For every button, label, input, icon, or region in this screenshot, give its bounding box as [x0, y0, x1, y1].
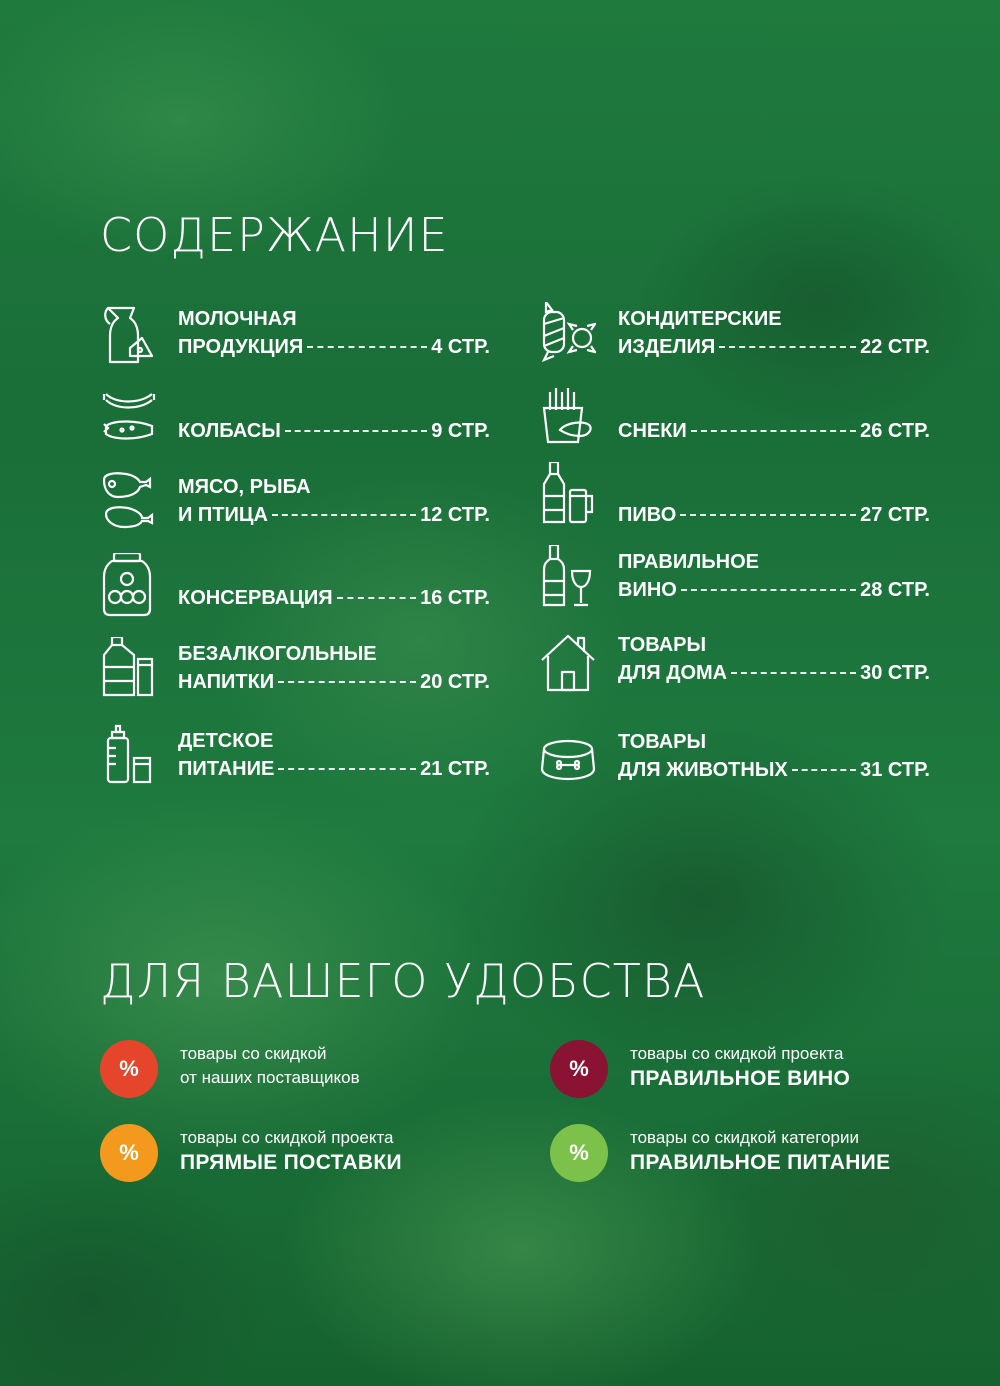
toc-item-home[interactable] [540, 628, 930, 708]
sausage-icon [100, 386, 156, 452]
toc-label: ИЗДЕЛИЯ [618, 336, 716, 358]
toc-item-wine[interactable] [540, 545, 930, 625]
page-number: 12 СТР. [420, 504, 490, 526]
page-number: 31 СТР. [860, 759, 930, 781]
meat-icon [100, 470, 156, 536]
toc-item-dairy[interactable] [100, 302, 490, 382]
contents-title: СОДЕРЖАНИЕ [100, 208, 449, 262]
dot-leader [278, 681, 416, 683]
toc-label-line1: КОНДИТЕРСКИЕ [618, 308, 782, 330]
legend-line2: ПРАВИЛЬНОЕ ПИТАНИЕ [630, 1151, 891, 1174]
candy-icon [540, 302, 596, 368]
toc-item-meat[interactable] [100, 470, 490, 550]
toc-label-line1: ТОВАРЫ [618, 634, 707, 656]
percent-badge: % [100, 1040, 158, 1098]
toc-label: КОЛБАСЫ [178, 420, 281, 442]
toc-label: ВИНО [618, 579, 677, 601]
page-number: 21 СТР. [420, 758, 490, 780]
dot-leader [792, 769, 856, 771]
toc-label-line1: ПРАВИЛЬНОЕ [618, 551, 759, 573]
percent-badge: % [550, 1124, 608, 1182]
legend-line1: товары со скидкой категории [630, 1128, 859, 1147]
legend-supplier-discount [100, 1040, 480, 1100]
baby-food-icon [100, 724, 156, 790]
toc-item-soft-drinks[interactable] [100, 637, 490, 717]
toc-label: ПИВО [618, 504, 677, 526]
toc-label-line1: МОЛОЧНАЯ [178, 308, 297, 330]
toc-label: ПИТАНИЕ [178, 758, 275, 780]
toc-label-line1: МЯСО, РЫБА [178, 476, 311, 498]
toc-label: И ПТИЦА [178, 504, 268, 526]
toc-item-pets[interactable] [540, 725, 930, 805]
page-number: 4 СТР. [431, 336, 490, 358]
page-number: 16 СТР. [420, 587, 490, 609]
page-number: 20 СТР. [420, 671, 490, 693]
dot-leader [285, 430, 427, 432]
legend-line2: от наших поставщиков [180, 1068, 360, 1087]
toc-label-line1: БЕЗАЛКОГОЛЬНЫЕ [178, 643, 377, 665]
legend-healthy-food-discount [550, 1124, 930, 1184]
jar-icon [100, 553, 156, 619]
toc-item-sausage[interactable] [100, 386, 490, 466]
snacks-icon [540, 386, 596, 452]
wine-icon [540, 545, 596, 611]
legend-line2: ПРЯМЫЕ ПОСТАВКИ [180, 1151, 402, 1174]
beer-icon [540, 462, 596, 528]
page-number: 28 СТР. [860, 579, 930, 601]
toc-item-baby-food[interactable] [100, 724, 490, 804]
dot-leader [272, 514, 416, 516]
dairy-icon [100, 302, 156, 368]
dot-leader [719, 346, 856, 348]
house-icon [540, 628, 596, 694]
toc-label: НАПИТКИ [178, 671, 275, 693]
convenience-title: ДЛЯ ВАШЕГО УДОБСТВА [100, 954, 706, 1008]
page-number: 22 СТР. [860, 336, 930, 358]
toc-label: КОНСЕРВАЦИЯ [178, 587, 333, 609]
toc-label: ДЛЯ ДОМА [618, 662, 728, 684]
percent-badge: % [550, 1040, 608, 1098]
toc-label: ПРОДУКЦИЯ [178, 336, 304, 358]
drinks-icon [100, 637, 156, 703]
dot-leader [680, 514, 856, 516]
legend-line1: товары со скидкой проекта [630, 1044, 844, 1063]
legend-wine-discount [550, 1040, 930, 1100]
legend-direct-supply-discount [100, 1124, 480, 1184]
toc-label-line1: ДЕТСКОЕ [178, 730, 274, 752]
dot-leader [337, 597, 417, 599]
toc-item-confectionery[interactable] [540, 302, 930, 382]
page-number: 26 СТР. [860, 420, 930, 442]
pet-bowl-icon [540, 725, 596, 791]
legend-line1: товары со скидкой проекта [180, 1128, 394, 1147]
percent-badge: % [100, 1124, 158, 1182]
legend-line1: товары со скидкой [180, 1044, 327, 1063]
toc-label: ДЛЯ ЖИВОТНЫХ [618, 759, 788, 781]
toc-item-beer[interactable] [540, 462, 930, 542]
page-number: 30 СТР. [860, 662, 930, 684]
dot-leader [681, 589, 856, 591]
toc-label-line1: ТОВАРЫ [618, 731, 707, 753]
dot-leader [691, 430, 856, 432]
page-number: 27 СТР. [860, 504, 930, 526]
toc-item-snacks[interactable] [540, 386, 930, 466]
page-number: 9 СТР. [431, 420, 490, 442]
dot-leader [731, 672, 856, 674]
dot-leader [307, 346, 427, 348]
toc-label: СНЕКИ [618, 420, 687, 442]
dot-leader [278, 768, 416, 770]
toc-item-canned[interactable] [100, 553, 490, 633]
legend-line2: ПРАВИЛЬНОЕ ВИНО [630, 1067, 851, 1090]
